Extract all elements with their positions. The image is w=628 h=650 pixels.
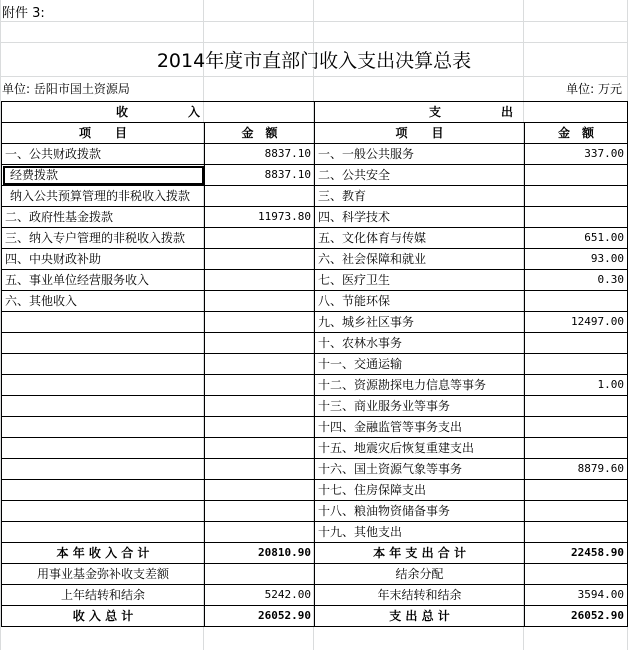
unit-organization: 单位: 岳阳市国土资源局 xyxy=(2,82,130,96)
table-row xyxy=(2,165,628,186)
expense-item-cell[interactable]: 十六、国土资源气象等事务 xyxy=(315,459,525,480)
unit-currency: 单位: 万元 xyxy=(566,82,622,96)
income-amount-cell[interactable] xyxy=(205,249,315,270)
expense-item-cell[interactable]: 十、农林水事务 xyxy=(315,333,525,354)
attachment-label: 附件 3: xyxy=(2,6,45,21)
carryover-out-value[interactable]: 3594.00 xyxy=(525,585,628,606)
table-row xyxy=(2,186,628,207)
column-header-row xyxy=(2,123,628,144)
table-row xyxy=(2,375,628,396)
income-amount-cell[interactable] xyxy=(205,354,315,375)
income-item-header[interactable]: 项 目 xyxy=(2,123,205,144)
annual-total-row xyxy=(2,543,628,564)
income-amount-cell[interactable] xyxy=(205,228,315,249)
income-item-cell[interactable] xyxy=(2,375,205,396)
income-amount-cell[interactable]: 8837.10 xyxy=(205,144,315,165)
expense-amount-cell[interactable] xyxy=(525,333,628,354)
table-row xyxy=(2,144,628,165)
expense-item-cell[interactable]: 八、节能环保 xyxy=(315,291,525,312)
income-amount-cell[interactable] xyxy=(205,522,315,543)
carryover-row xyxy=(2,585,628,606)
expense-item-cell[interactable]: 一、一般公共服务 xyxy=(315,144,525,165)
expense-amount-cell[interactable] xyxy=(525,501,628,522)
expense-amount-cell[interactable]: 12497.00 xyxy=(525,312,628,333)
grand-expense-label[interactable]: 支 出 总 计 xyxy=(315,606,525,627)
income-total-label[interactable]: 本 年 收 入 合 计 xyxy=(2,543,205,564)
income-item-cell[interactable]: 四、中央财政补助 xyxy=(2,249,205,270)
expense-amount-cell[interactable]: 8879.60 xyxy=(525,459,628,480)
table-row xyxy=(2,354,628,375)
income-item-cell[interactable] xyxy=(2,396,205,417)
grand-total-row xyxy=(2,606,628,627)
income-amount-cell[interactable] xyxy=(205,270,315,291)
expense-item-cell[interactable]: 十九、其他支出 xyxy=(315,522,525,543)
carryover-in-value[interactable]: 5242.00 xyxy=(205,585,315,606)
expense-item-cell[interactable]: 二、公共安全 xyxy=(315,165,525,186)
income-amount-cell[interactable]: 11973.80 xyxy=(205,207,315,228)
table-row xyxy=(2,501,628,522)
expense-item-cell[interactable]: 三、教育 xyxy=(315,186,525,207)
expense-item-cell[interactable]: 六、社会保障和就业 xyxy=(315,249,525,270)
expense-item-cell[interactable]: 四、科学技术 xyxy=(315,207,525,228)
income-item-cell[interactable] xyxy=(2,417,205,438)
expense-item-header[interactable]: 项 目 xyxy=(315,123,525,144)
income-item-cell[interactable] xyxy=(2,438,205,459)
table-row xyxy=(2,417,628,438)
expense-item-cell[interactable]: 十五、地震灾后恢复重建支出 xyxy=(315,438,525,459)
income-item-cell[interactable]: 五、事业单位经营服务收入 xyxy=(2,270,205,291)
expense-amount-cell[interactable]: 337.00 xyxy=(525,144,628,165)
expense-amount-cell[interactable] xyxy=(525,291,628,312)
income-amount-cell[interactable] xyxy=(205,186,315,207)
income-amount-cell[interactable]: 8837.10 xyxy=(205,165,315,186)
expense-item-cell[interactable]: 七、医疗卫生 xyxy=(315,270,525,291)
fund-value[interactable] xyxy=(205,564,315,585)
table-row xyxy=(2,207,628,228)
expense-item-cell[interactable]: 十七、住房保障支出 xyxy=(315,480,525,501)
table-row xyxy=(2,228,628,249)
income-amount-cell[interactable] xyxy=(205,396,315,417)
expense-item-cell[interactable]: 十三、商业服务业等事务 xyxy=(315,396,525,417)
expense-amount-cell[interactable] xyxy=(525,165,628,186)
income-amount-cell[interactable] xyxy=(205,375,315,396)
expense-item-cell[interactable]: 十二、资源勘探电力信息等事务 xyxy=(315,375,525,396)
table-row xyxy=(2,438,628,459)
expense-amount-cell[interactable]: 93.00 xyxy=(525,249,628,270)
income-item-cell[interactable]: 六、其他收入 xyxy=(2,291,205,312)
page-title: 2014年度市直部门收入支出决算总表 xyxy=(156,50,472,72)
table-row xyxy=(2,312,628,333)
expense-amount-cell[interactable]: 0.30 xyxy=(525,270,628,291)
expense-item-cell[interactable]: 十一、交通运输 xyxy=(315,354,525,375)
expense-amount-cell[interactable] xyxy=(525,480,628,501)
expense-item-cell[interactable]: 十四、金融监管等事务支出 xyxy=(315,417,525,438)
income-item-cell[interactable] xyxy=(2,501,205,522)
income-amount-cell[interactable] xyxy=(205,333,315,354)
income-item-cell[interactable] xyxy=(2,312,205,333)
grand-income-label[interactable]: 收 入 总 计 xyxy=(2,606,205,627)
expense-amount-cell[interactable] xyxy=(525,438,628,459)
expense-amount-cell[interactable]: 1.00 xyxy=(525,375,628,396)
income-amount-cell[interactable] xyxy=(205,438,315,459)
section-header-row xyxy=(2,102,628,123)
fund-label[interactable]: 用事业基金弥补收支差额 xyxy=(2,564,205,585)
income-amount-cell[interactable] xyxy=(205,459,315,480)
income-amount-cell[interactable] xyxy=(205,312,315,333)
expense-item-cell[interactable]: 五、文化体育与传媒 xyxy=(315,228,525,249)
fund-row xyxy=(2,564,628,585)
expense-amount-cell[interactable] xyxy=(525,522,628,543)
income-item-cell[interactable] xyxy=(2,459,205,480)
expense-item-cell[interactable]: 十八、粮油物资储备事务 xyxy=(315,501,525,522)
income-amount-cell[interactable] xyxy=(205,417,315,438)
expense-amount-cell[interactable] xyxy=(525,417,628,438)
expense-amount-cell[interactable]: 651.00 xyxy=(525,228,628,249)
table-row xyxy=(2,291,628,312)
income-item-cell[interactable]: 一、公共财政拨款 xyxy=(2,144,205,165)
income-item-cell[interactable] xyxy=(2,480,205,501)
income-item-cell[interactable] xyxy=(2,333,205,354)
expense-amount-header[interactable]: 金 额 xyxy=(525,123,628,144)
income-section-header[interactable]: 收 入 xyxy=(2,102,315,123)
income-amount-header[interactable]: 金 额 xyxy=(205,123,315,144)
income-item-cell[interactable]: 三、纳入专户管理的非税收入拨款 xyxy=(2,228,205,249)
income-item-cell[interactable] xyxy=(2,354,205,375)
income-amount-cell[interactable] xyxy=(205,501,315,522)
table-row xyxy=(2,480,628,501)
income-item-cell[interactable] xyxy=(2,522,205,543)
expense-total-value[interactable]: 22458.90 xyxy=(525,543,628,564)
table-row xyxy=(2,396,628,417)
income-item-cell[interactable]: 纳入公共预算管理的非税收入拨款 xyxy=(2,186,205,207)
surplus-dist-label[interactable]: 结余分配 xyxy=(315,564,525,585)
income-amount-cell[interactable] xyxy=(205,291,315,312)
expense-section-header[interactable]: 支 出 xyxy=(315,102,628,123)
grand-income-value[interactable]: 26052.90 xyxy=(205,606,315,627)
income-total-value[interactable]: 20810.90 xyxy=(205,543,315,564)
income-item-cell[interactable]: 经费拨款 xyxy=(2,165,205,186)
expense-total-label[interactable]: 本 年 支 出 合 计 xyxy=(315,543,525,564)
budget-table xyxy=(1,101,628,627)
expense-amount-cell[interactable] xyxy=(525,354,628,375)
table-row xyxy=(2,522,628,543)
expense-amount-cell[interactable] xyxy=(525,186,628,207)
expense-amount-cell[interactable] xyxy=(525,396,628,417)
income-amount-cell[interactable] xyxy=(205,480,315,501)
income-item-cell[interactable]: 二、政府性基金拨款 xyxy=(2,207,205,228)
carryover-out-label[interactable]: 年末结转和结余 xyxy=(315,585,525,606)
surplus-dist-value[interactable] xyxy=(525,564,628,585)
expense-item-cell[interactable]: 九、城乡社区事务 xyxy=(315,312,525,333)
table-row xyxy=(2,333,628,354)
carryover-in-label[interactable]: 上年结转和结余 xyxy=(2,585,205,606)
table-row xyxy=(2,249,628,270)
table-row xyxy=(2,270,628,291)
table-row xyxy=(2,459,628,480)
expense-amount-cell[interactable] xyxy=(525,207,628,228)
grand-expense-value[interactable]: 26052.90 xyxy=(525,606,628,627)
